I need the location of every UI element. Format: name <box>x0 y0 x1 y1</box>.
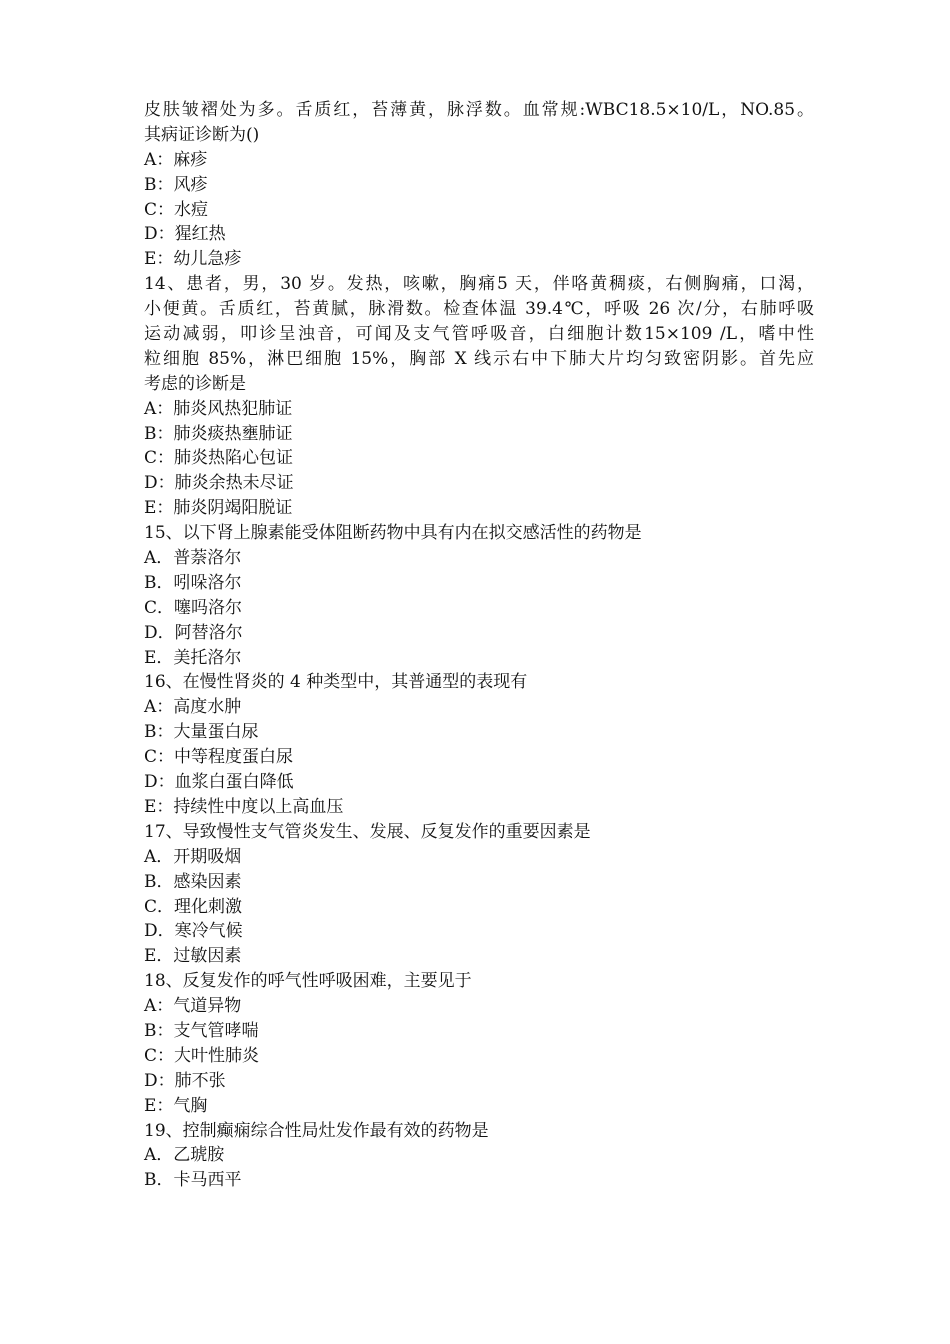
text-line: 小便黄。舌质红，苔黄腻，脉滑数。检查体温 39.4℃，呼吸 26 次/分，右肺呼吸 <box>144 299 814 320</box>
text-line: 16、在慢性肾炎的 4 种类型中，其普通型的表现有 <box>144 672 528 693</box>
text-line: D：肺炎余热未尽证 <box>144 473 294 494</box>
text-line: B：大量蛋白尿 <box>144 722 259 743</box>
text-line: B：肺炎痰热壅肺证 <box>144 423 293 444</box>
text-line: B．吲哚洛尔 <box>144 572 242 593</box>
text-line: E．美托洛尔 <box>144 647 242 668</box>
text-line: B：风疹 <box>144 174 208 195</box>
text-line: D：肺不张 <box>144 1070 226 1091</box>
text-line: 运动减弱，叩诊呈浊音，可闻及支气管呼吸音，白细胞计数15×109 /L，嗜中性 <box>144 324 814 345</box>
text-line: C．理化刺激 <box>144 896 243 917</box>
text-line: A：麻疹 <box>144 149 208 170</box>
text-line: 17、导致慢性支气管炎发生、发展、反复发作的重要因素是 <box>144 821 591 842</box>
text-line: A：肺炎风热犯肺证 <box>144 398 293 419</box>
text-line: B．感染因素 <box>144 871 242 892</box>
text-line: E：幼儿急疹 <box>144 249 242 270</box>
text-line: 粒细胞 85%，淋巴细胞 15%，胸部 X 线示右中下肺大片均匀致密阴影。首先应 <box>144 348 814 369</box>
text-line: A．开期吸烟 <box>144 846 242 867</box>
text-line: C：中等程度蛋白尿 <box>144 747 294 768</box>
text-line: 考虑的诊断是 <box>144 373 246 394</box>
text-line: D：血浆白蛋白降低 <box>144 772 294 793</box>
text-line: E．过敏因素 <box>144 946 242 967</box>
text-line: B．卡马西平 <box>144 1170 242 1191</box>
document-body <box>144 98 814 1193</box>
text-line: E：持续性中度以上高血压 <box>144 796 344 817</box>
text-line: 15、以下肾上腺素能受体阻断药物中具有内在拟交感活性的药物是 <box>144 523 642 544</box>
text-line: A．乙琥胺 <box>144 1145 225 1166</box>
text-line: 14、患者，男，30 岁。发热，咳嗽，胸痛5 天，伴咯黄稠痰，右侧胸痛，口渴， <box>144 274 814 295</box>
text-line: 皮肤皱褶处为多。舌质红，苔薄黄，脉浮数。血常规:WBC18.5×10/L，NO.85。 <box>144 100 814 120</box>
text-line: C．噻吗洛尔 <box>144 597 243 618</box>
text-line: B：支气管哮喘 <box>144 1020 259 1041</box>
text-line: E：肺炎阴竭阳脱证 <box>144 498 293 519</box>
text-line: D．阿替洛尔 <box>144 622 243 643</box>
text-line: 其病证诊断为() <box>144 124 260 145</box>
text-line: E：气胸 <box>144 1095 208 1116</box>
text-line: C：大叶性肺炎 <box>144 1045 260 1066</box>
text-line: D．寒冷气候 <box>144 921 243 942</box>
text-line: C：肺炎热陷心包证 <box>144 448 294 469</box>
text-line: C：水痘 <box>144 199 209 220</box>
text-line: A．普萘洛尔 <box>144 548 242 569</box>
text-line: A：高度水肿 <box>144 697 242 718</box>
text-line: D：猩红热 <box>144 224 226 245</box>
text-line: 18、反复发作的呼气性呼吸困难，主要见于 <box>144 971 472 992</box>
text-line: A：气道异物 <box>144 996 242 1017</box>
text-line: 19、控制癫痫综合性局灶发作最有效的药物是 <box>144 1120 489 1141</box>
